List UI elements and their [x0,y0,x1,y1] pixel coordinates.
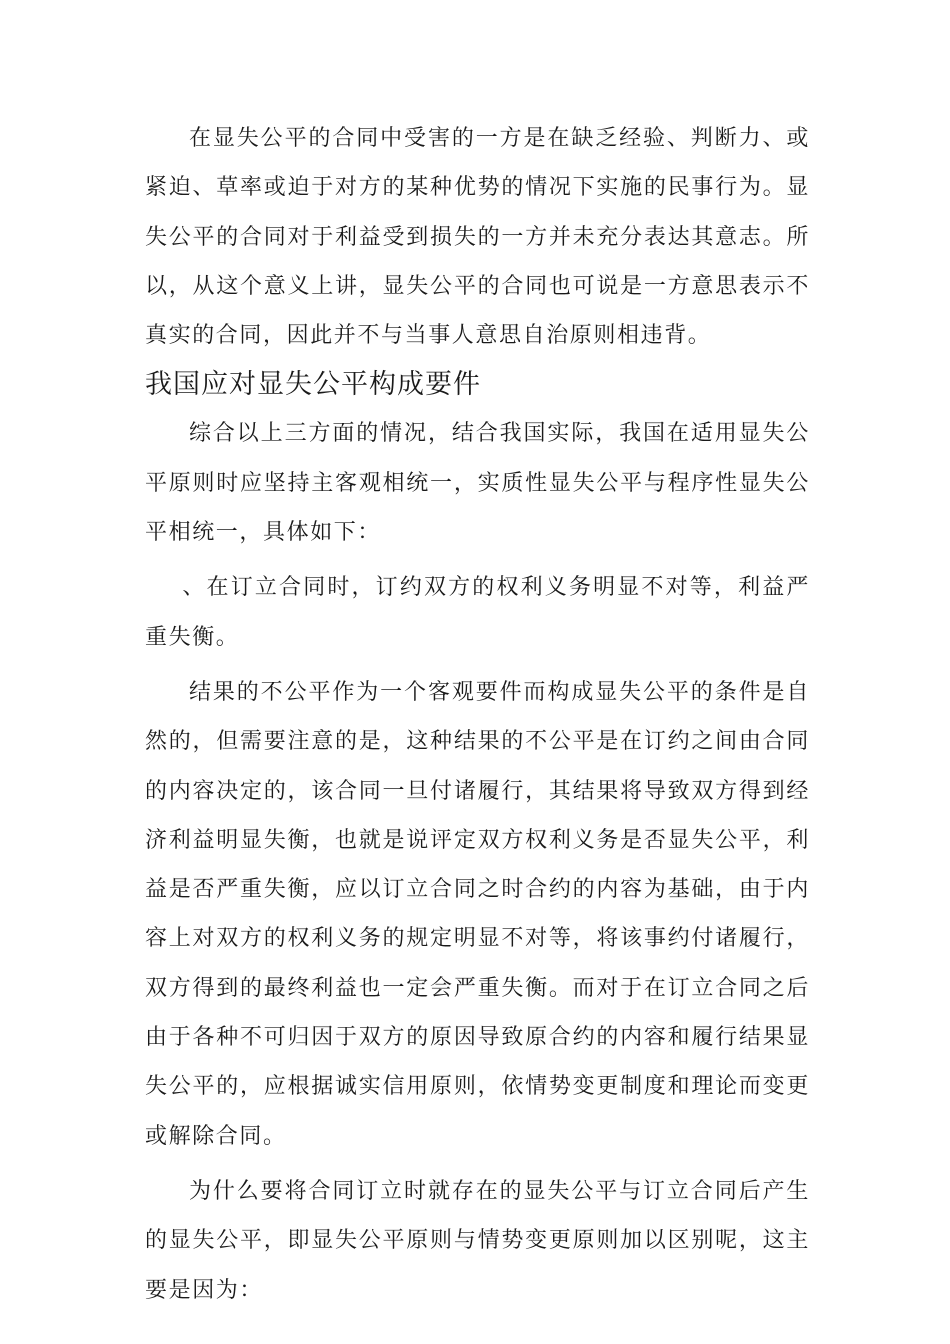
paragraph-item-one: 、在订立合同时，订约双方的权利义务明显不对等，利益严重失衡。 [145,575,810,650]
paragraph-summary: 综合以上三方面的情况，结合我国实际，我国在适用显失公平原则时应坚持主客观相统一，实质性显失公平与程序性显失公平相统一，具体如下： [145,421,810,546]
paragraph-result-unfairness: 结果的不公平作为一个客观要件而构成显失公平的条件是自然的，但需要注意的是，这种结果的不公平是在订约之间由合同的内容决定的，该合同一旦付诸履行，其结果将导致双方得到经济利益明显失衡，也就是说评定双方权利义务是否显失公平，利益是否严重失衡，应以订立合同之时合约的内容为基础，由于内容上对双方的权利义务的规定明显不对等，将该事约付诸履行，双方得到的最终利益也一定会严重失衡。而对于在订立合同之后由于各种不可归因于双方的原因导致原合约的内容和履行结果显失公平的，应根据诚实信用原则，依情势变更制度和理论而变更或解除合同。 [145,679,810,1149]
document-body [145,114,810,1315]
section-heading: 我国应对显失公平构成要件 [145,369,481,401]
paragraph-unfairness-intent: 在显失公平的合同中受害的一方是在缺乏经验、判断力、或紧迫、草率或迫于对方的某种优势的情况下实施的民事行为。显失公平的合同对于利益受到损失的一方并未充分表达其意志。所以，从这个意义上讲，显失公平的合同也可说是一方意思表示不真实的合同，因此并不与当事人意思自治原则相违背。 [145,126,810,349]
paragraph-why-distinguish: 为什么要将合同订立时就存在的显失公平与订立合同后产生的显失公平，即显失公平原则与情势变更原则加以区别呢，这主要是因为： [145,1178,810,1303]
